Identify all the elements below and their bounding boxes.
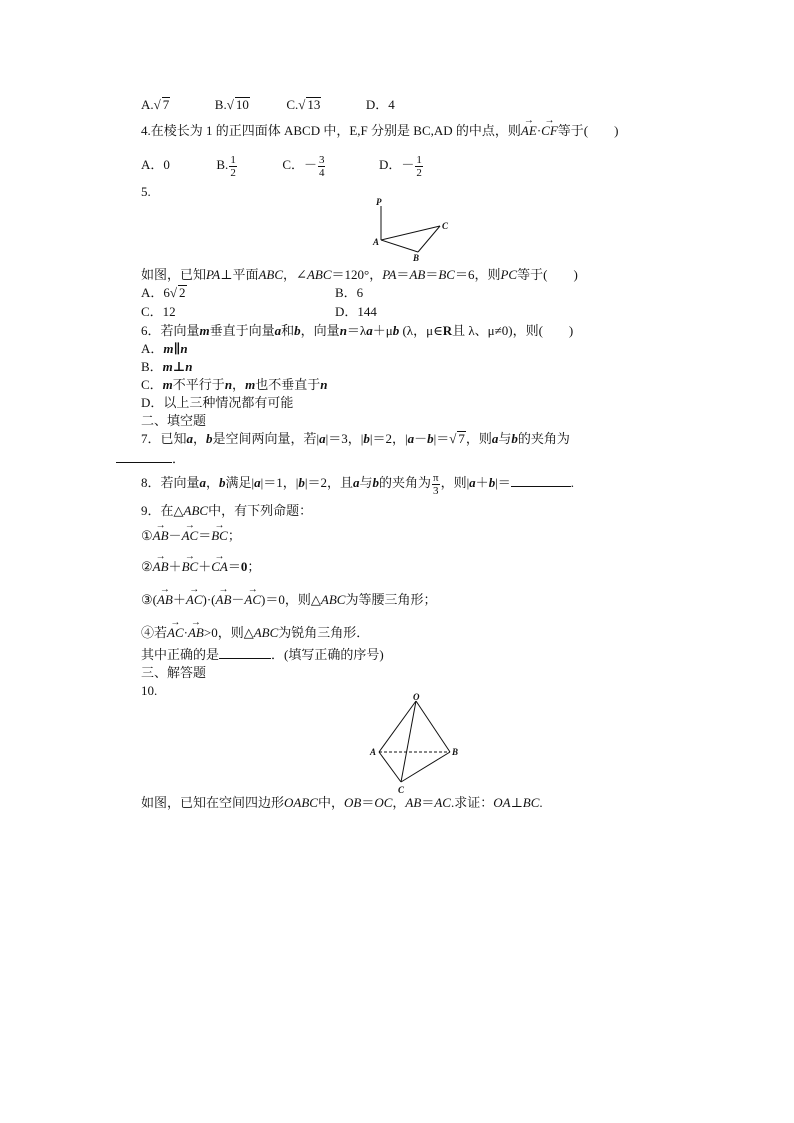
q9-proposition-3: ③(→ AB＋→ AC)·(→ AB－→ AC)＝0，则△ABC为等腰三角形； [141, 592, 436, 608]
q10-figure [366, 692, 466, 798]
q6-stem: 6．若向量m垂直于向量a和b，向量n＝λa＋μb (λ，μ∈R且 λ、μ≠0)，则( ) [141, 323, 574, 338]
q7-answer-line: ． [116, 451, 185, 467]
q5-figure [368, 196, 458, 264]
label-o: O [413, 692, 420, 702]
q9-stem: 9．在△ABC中，有下列命题： [141, 503, 313, 518]
section-fill-in-heading: 二、填空题 [141, 413, 207, 428]
q5-option-a: A．6√ 2 [141, 285, 186, 300]
label-c: C [398, 785, 405, 795]
section-answer-heading: 三、解答题 [141, 665, 207, 680]
q6-option-c: C．m不平行于n，m也不垂直于n [141, 377, 328, 392]
q4-option-b: B. $\frac{1}{2}$ [216, 153, 236, 179]
label-b: B [452, 747, 459, 757]
q5-number: 5. [141, 184, 151, 199]
edge-bc [401, 752, 450, 782]
q8-answer-blank[interactable] [511, 476, 571, 487]
q4-option-d: D．－ $\frac{1}{2}$ [378, 153, 422, 179]
edge-bc [418, 226, 440, 252]
q10-number: 10. [141, 683, 158, 698]
edge-ac [381, 226, 440, 240]
q8-stem: 8．若向量a，b满足|a|＝1，|b|＝2，且a与b的夹角为 $\frac{\pi}{3}$ ，则|a＋b|＝ . [141, 471, 575, 497]
q6-option-d: D．以上三种情况都有可能 [141, 395, 294, 410]
q4-options [141, 150, 424, 180]
q9-answer-blank[interactable] [219, 648, 271, 659]
q3-options [141, 97, 395, 113]
q10-stem: 如图，已知在空间四边形OABC中，OB＝OC，AB＝AC.求证：OA⊥BC. [141, 795, 543, 810]
q3-option-b: B.√ 10 [214, 97, 249, 112]
label-a: A [373, 237, 380, 247]
label-c: C [442, 221, 449, 231]
q3-option-d: D．4 [365, 97, 395, 112]
q9-proposition-4: ④若→ AC·→ AB>0，则△ABC为锐角三角形． [141, 625, 369, 641]
q5-stem: 如图，已知PA⊥平面ABC，∠ABC＝120°，PA＝AB＝BC＝6，则PC等于( ) [141, 267, 578, 282]
edge-ob [416, 701, 450, 752]
q9-proposition-1: ①→ AB－→ AC＝→ BC； [141, 528, 241, 544]
edge-oc [401, 701, 416, 782]
q5-option-c: C．12 [141, 304, 176, 319]
edge-ab [381, 240, 418, 252]
q7-answer-blank[interactable] [116, 452, 172, 463]
q9-answer-line: 其中正确的是 ．(填写正确的序号) [141, 647, 384, 662]
q9-proposition-2: ②→ AB＋→ BC＋→ CA＝0； [141, 559, 260, 575]
edge-oa [379, 701, 416, 752]
q4-option-c: C．－ $\frac{3}{4}$ [282, 153, 325, 179]
q3-option-c: C.√ 13 [286, 97, 321, 112]
q3-option-a: A.√ 7 [141, 97, 170, 112]
q6-option-a: A．m∥n [141, 341, 188, 356]
q7-stem: 7．已知a，b是空间两向量，若|a|＝3，|b|＝2，|a－b|＝√ 7，则a与b的夹角为 [141, 431, 570, 446]
label-p: P [376, 197, 382, 207]
q5-option-b: B．6 [335, 285, 364, 300]
q6-option-b: B．m⊥n [141, 359, 193, 374]
label-b: B [413, 253, 420, 263]
q4-stem: 4.在棱长为 1 的正四面体 ABCD 中，E,F 分别是 BC,AD 的中点，则→ AE·→ CF等于( ) [141, 123, 618, 139]
label-a: A [370, 747, 377, 757]
edge-ac [379, 752, 401, 782]
q5-option-d: D．144 [335, 304, 377, 319]
q4-option-a: A．0 [141, 157, 170, 172]
